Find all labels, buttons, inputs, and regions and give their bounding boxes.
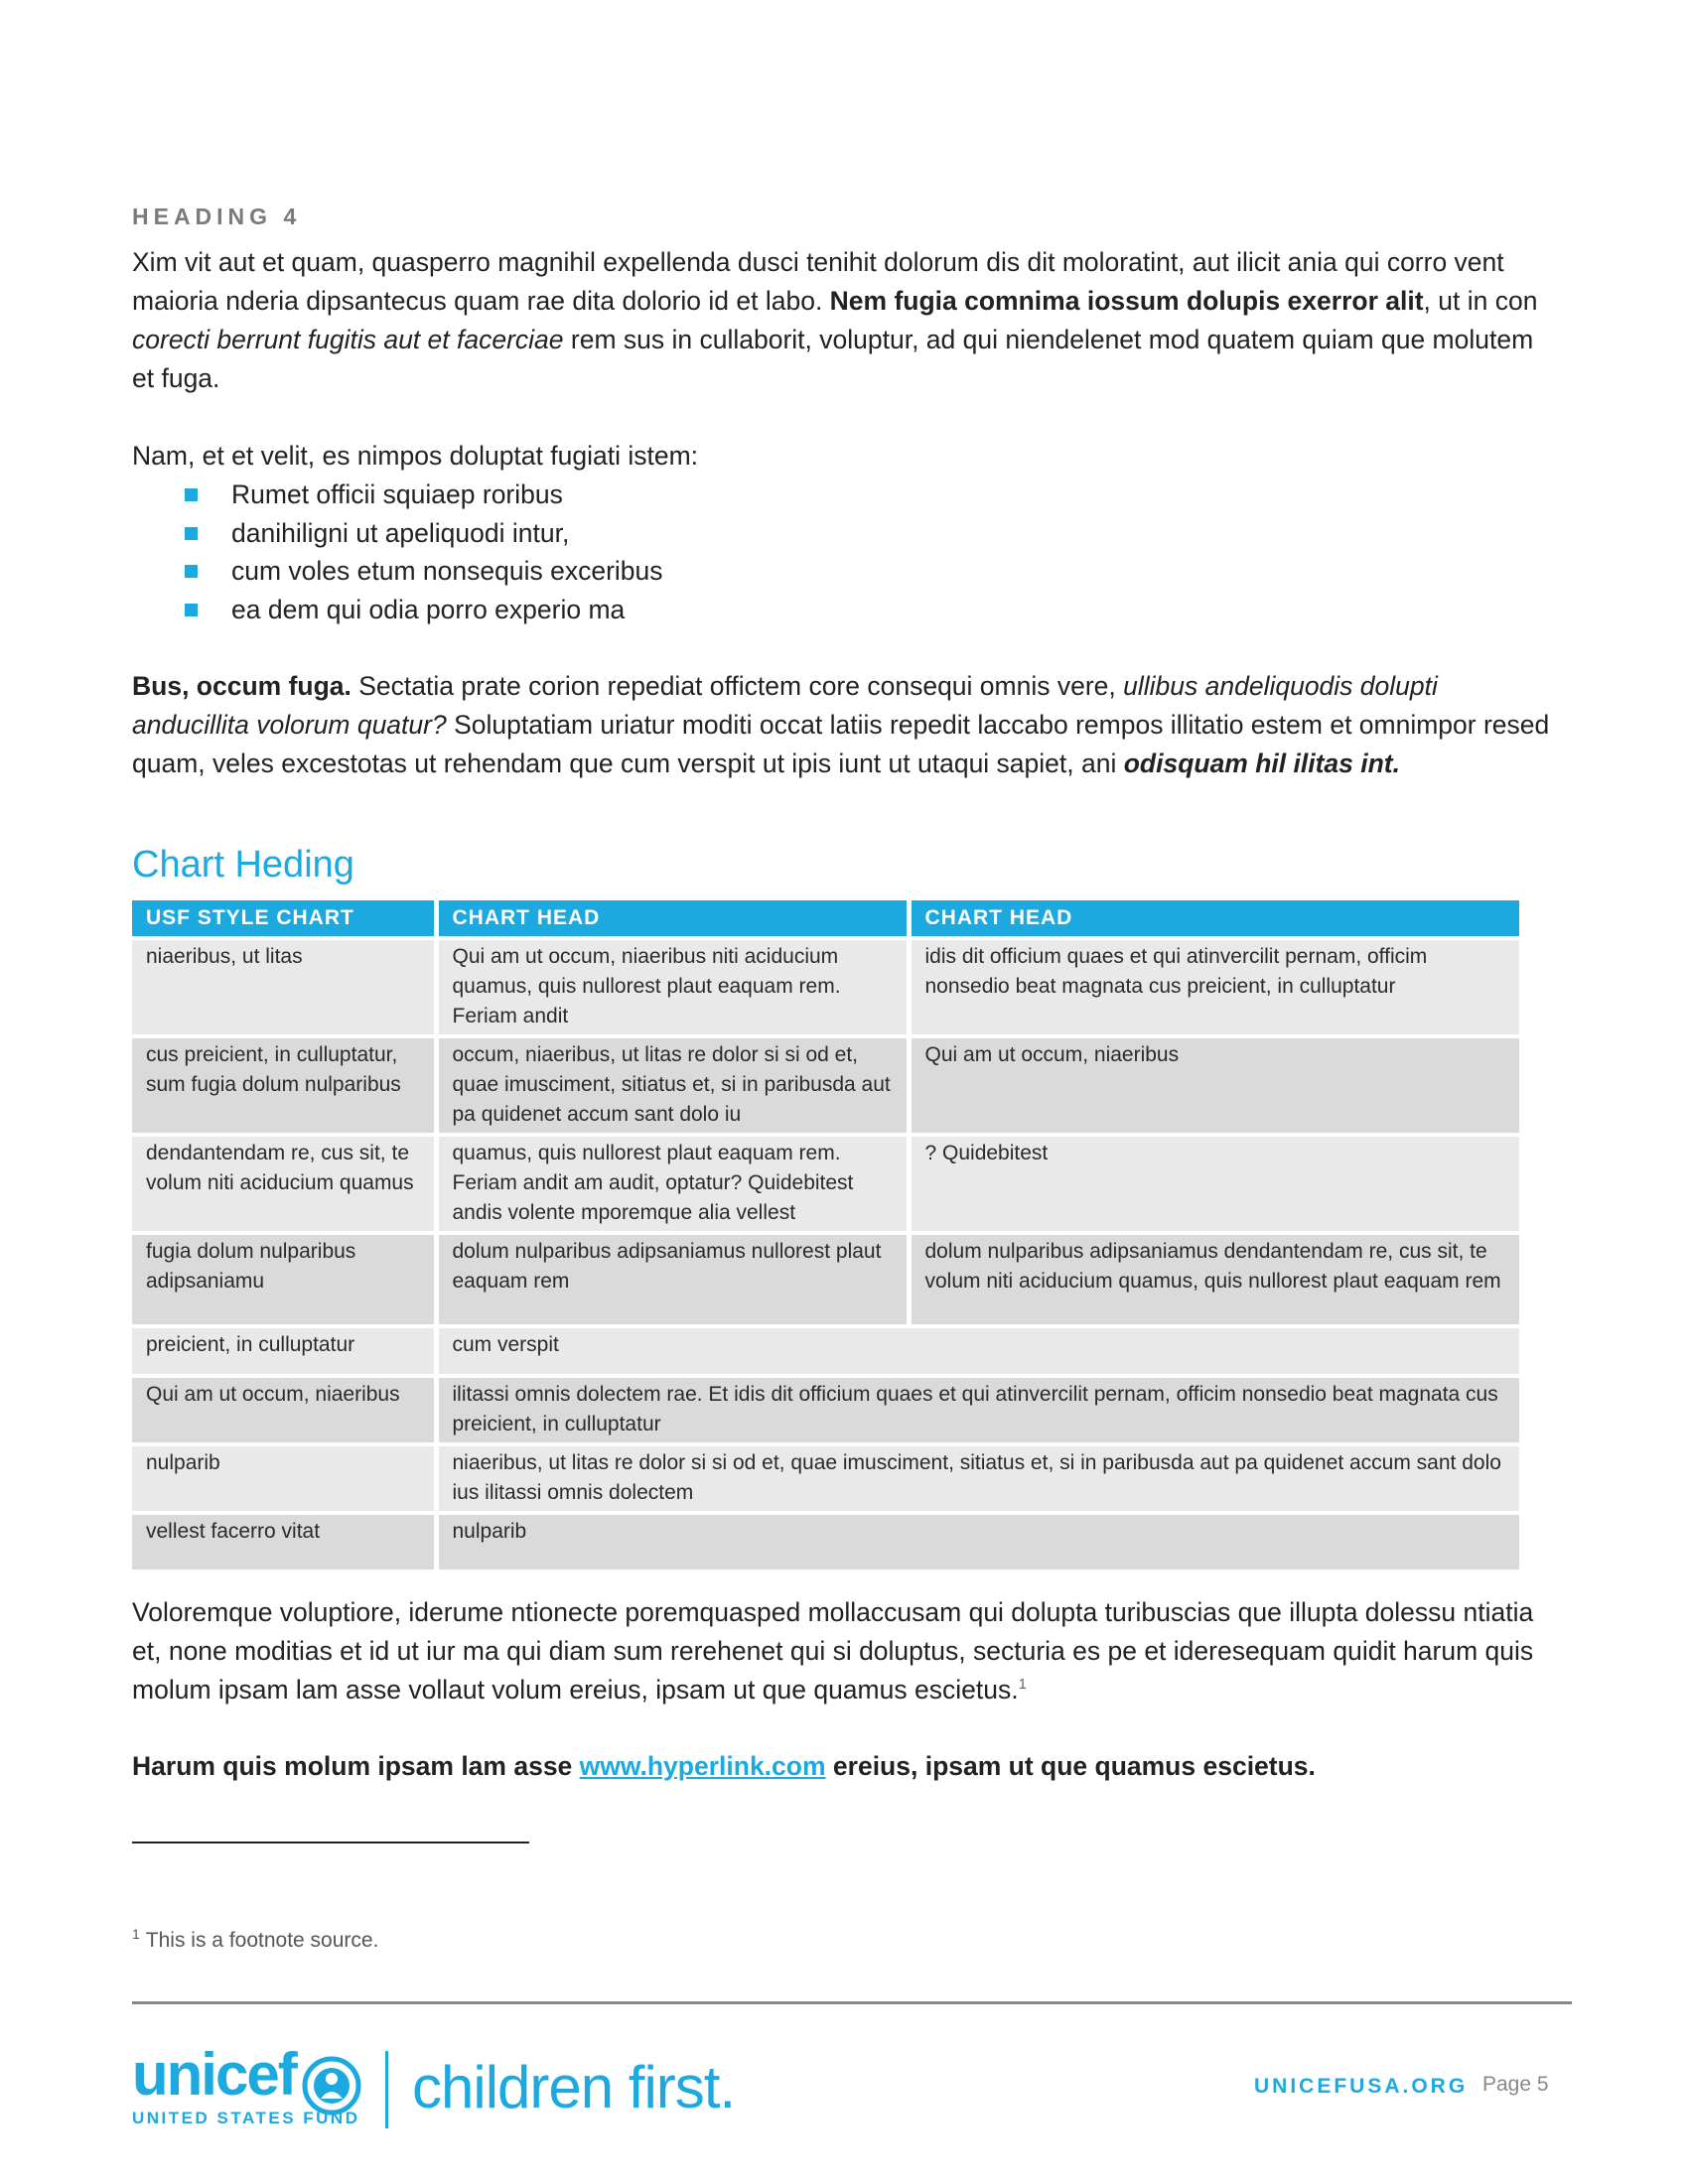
table-cell-merged: niaeribus, ut litas re dolor si si od et, quae imusciment, sitiatus et, si in paribusda aut pa quidenet accum sant dolo ius ilitassi omnis dolectem — [436, 1444, 1519, 1513]
bullet-list — [132, 476, 1552, 628]
table-row — [132, 1513, 1519, 1570]
page-number: Page 5 — [1482, 2073, 1549, 2096]
table-row — [132, 1233, 1519, 1326]
footnote-reference[interactable]: 1 — [1018, 1676, 1027, 1693]
list-item: danihiligni ut apeliquodi intur, — [132, 514, 1552, 553]
table-row — [132, 1326, 1519, 1376]
table-row — [132, 1444, 1519, 1513]
table-cell: preicient, in culluptatur — [132, 1326, 436, 1376]
table-cell: dendantendam re, cus sit, te volum niti aciducium quamus — [132, 1135, 436, 1233]
column-header: USF STYLE CHART — [132, 900, 436, 938]
table-row — [132, 938, 1519, 1036]
chart-heading: Chart Heding — [132, 844, 354, 886]
column-header: CHART HEAD — [909, 900, 1519, 938]
list-intro: Nam, et et velit, es nimpos doluptat fugiati istem: — [132, 441, 699, 471]
column-header: CHART HEAD — [436, 900, 909, 938]
unicef-emblem-icon — [301, 2055, 362, 2116]
table-cell: Qui am ut occum, niaeribus — [909, 1036, 1519, 1135]
footer-divider — [132, 2001, 1572, 2004]
list-item: ea dem qui odia porro experio ma — [132, 591, 1552, 629]
table-row — [132, 1135, 1519, 1233]
footnote-text: This is a footnote source. — [145, 1929, 379, 1952]
square-bullet-icon — [185, 604, 198, 616]
table-cell: vellest facerro vitat — [132, 1513, 436, 1570]
tagline: children first. — [412, 2054, 736, 2120]
table-cell: dolum nulparibus adipsaniamus nullorest plaut eaquam rem — [436, 1233, 909, 1326]
square-bullet-icon — [185, 488, 198, 501]
bullet-section — [132, 437, 1552, 628]
square-bullet-icon — [185, 565, 198, 578]
table-row — [132, 1376, 1519, 1444]
italic-text: ullibus andeliquodis dolupti anducillita volorum quatur? — [132, 671, 1438, 740]
footnote — [132, 1926, 378, 1953]
square-bullet-icon — [185, 527, 198, 540]
logo-subtitle: UNITED STATES FUND — [132, 2109, 360, 2127]
table-header-row — [132, 900, 1519, 938]
usf-style-chart — [132, 900, 1519, 1570]
hyperlink[interactable]: www.hyperlink.com — [579, 1751, 826, 1781]
table-cell: ? Quidebitest — [909, 1135, 1519, 1233]
heading-4: HEADING 4 — [132, 204, 302, 229]
body-paragraph-5: Harum quis molum ipsam lam asse www.hyperlink.com ereius, ipsam ut que quamus escietus. — [132, 1751, 1316, 1781]
bold-text: Nem fugia comnima iossum dolupis exerror alit — [829, 286, 1424, 316]
table-cell: occum, niaeribus, ut litas re dolor si si od et, quae imusciment, sitiatus et, si in paribusda aut pa quidenet accum sant dolo iu — [436, 1036, 909, 1135]
table-cell: quamus, quis nullorest plaut eaquam rem. Feriam andit am audit, optatur? Quidebitest andis volente mporemque alia vellest — [436, 1135, 909, 1233]
table-cell-merged: ilitassi omnis dolectem rae. Et idis dit officium quaes et qui atinvercilit pernam, officim nonsedio beat magnata cus preicient, in culluptatur — [436, 1376, 1519, 1444]
list-item: Rumet officii squiaep roribus — [132, 476, 1552, 514]
table-cell: cus preicient, in culluptatur, sum fugia dolum nulparibus — [132, 1036, 436, 1135]
table-cell: Qui am ut occum, niaeribus — [132, 1376, 436, 1444]
unicef-logo — [132, 2041, 360, 2128]
table-cell-merged: cum verspit — [436, 1326, 1519, 1376]
table-cell: dolum nulparibus adipsaniamus dendantendam re, cus sit, te volum niti aciducium quamus, quis nullorest plaut eaquam rem — [909, 1233, 1519, 1326]
body-paragraph-3: Bus, occum fuga. Sectatia prate corion repediat offictem core consequi omnis vere, ullibus andeliquodis dolupti anducillita volorum quatur? Soluptatiam uriatur moditi occat latiis repedit laccabo rempos illitatio estem et omnimpor resed quam, veles excestotas ut rehendam que cum verspit ut ipis iunt ut utaqui sapiet, ani odisquam hil ilitas int. — [132, 671, 1550, 778]
table-cell-merged: nulparib — [436, 1513, 1519, 1570]
table-cell: niaeribus, ut litas — [132, 938, 436, 1036]
table-cell: idis dit officium quaes et qui atinvercilit pernam, officim nonsedio beat magnata cus preicient, in culluptatur — [909, 938, 1519, 1036]
footnote-separator — [132, 1842, 529, 1843]
italic-text: corecti berrunt fugitis aut et facerciae — [132, 325, 564, 354]
footnote-mark: 1 — [132, 1926, 140, 1942]
logo-wordmark: unicef — [132, 2041, 296, 2108]
bold-text: Bus, occum fuga. — [132, 671, 352, 701]
footer-website[interactable]: UNICEFUSA.ORG — [1254, 2075, 1469, 2098]
table-cell: fugia dolum nulparibus adipsaniamu — [132, 1233, 436, 1326]
table-row — [132, 1036, 1519, 1135]
list-item: cum voles etum nonsequis exceribus — [132, 552, 1552, 591]
body-paragraph-1: Xim vit aut et quam, quasperro magnihil expellenda dusci tenihit dolorum dis dit moloratint, aut ilicit ania qui corro vent maioria nderia dipsantecus quam rae dita dolorio id et labo. Nem fugia comnima iossum dolupis exerror alit, ut in con corecti berrunt fugitis aut et facerciae rem sus in cullaborit, voluptur, ad qui niendelenet mod quatem quiam que molutem et fuga. — [132, 247, 1538, 393]
body-paragraph-4: Voloremque voluptiore, iderume ntionecte poremquasped mollaccusam qui dolupta turibuscias que illupta dolessu ntiatia et, none moditias et id ut iur ma qui diam sum rerehenet qui si doluptus, secturia es pe et ideresequam quidit harum quis molum ipsam lam asse vollaut volum ereius, ipsam ut que quamus escietus.$^1$ — [132, 1597, 1534, 1705]
bold-italic-text: odisquam hil ilitas int. — [1123, 749, 1400, 778]
table-cell: Qui am ut occum, niaeribus niti aciducium quamus, quis nullorest plaut eaquam rem. Feriam andit — [436, 938, 909, 1036]
table-cell: nulparib — [132, 1444, 436, 1513]
logo-divider — [385, 2051, 388, 2128]
